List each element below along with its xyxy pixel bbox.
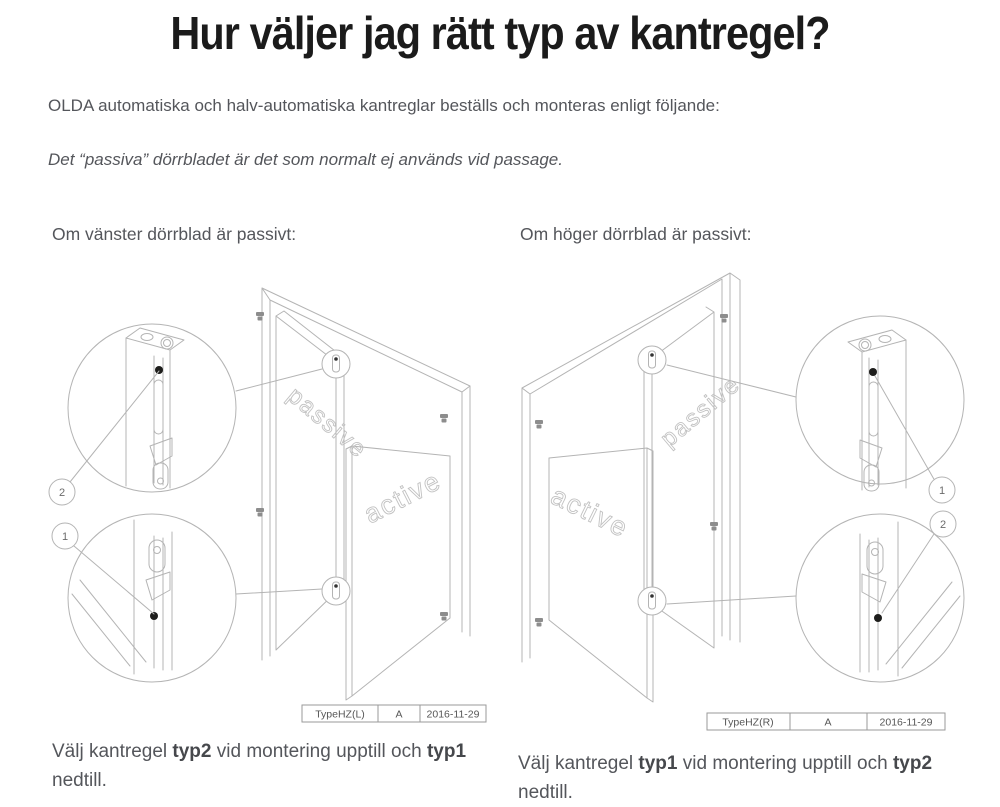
callout-circle-bottom <box>322 577 350 605</box>
callout-balloon-bottom <box>52 523 154 614</box>
drawing-date: 2016-11-29 <box>879 716 933 729</box>
hinge-icon <box>440 612 448 621</box>
left-caption <box>52 738 482 795</box>
intro-paragraph: OLDA automatiska och halv-automatiska kantreglar beställs och monteras enligt följande: <box>48 96 720 115</box>
title-block <box>302 705 486 722</box>
drawing-revision: A <box>395 708 403 721</box>
active-door <box>346 446 450 700</box>
caption-text: nedtill. <box>52 769 107 791</box>
caption-type-bold: typ1 <box>426 741 467 762</box>
detail-circle-top <box>796 316 964 491</box>
caption-type-bold: typ2 <box>172 741 212 762</box>
right-caption <box>518 750 968 807</box>
caption-text: Välj kantregel <box>518 753 639 774</box>
caption-type-bold: typ1 <box>638 753 678 774</box>
drawing-revision: A <box>824 716 832 729</box>
drawing-date: 2016-11-29 <box>426 708 480 721</box>
door-frame <box>262 288 470 660</box>
detail-circle-bottom <box>68 514 236 682</box>
detail-circle-bottom <box>796 514 964 682</box>
hinge-icon <box>535 420 543 429</box>
detail-circle-top <box>68 324 236 492</box>
diagram-left <box>30 250 490 730</box>
svg-text:1: 1 <box>938 485 946 497</box>
title-block <box>707 713 945 730</box>
mount-point-dot <box>874 614 882 622</box>
callout-balloon-top <box>49 371 159 505</box>
hinge-icon <box>535 618 543 627</box>
callout-balloon-bottom <box>882 511 956 613</box>
caption-text: vid montering upptill och <box>211 741 427 762</box>
caption-text: nedtill. <box>518 781 573 803</box>
drawing-number: TypeHZ(R) <box>722 716 774 729</box>
passive-door-label: passive <box>282 381 373 464</box>
drawing-number: TypeHZ(L) <box>315 708 365 721</box>
svg-text:1: 1 <box>61 531 69 543</box>
mount-point-dot <box>150 612 158 620</box>
hinge-icon <box>440 414 448 423</box>
caption-type-bold: typ2 <box>892 753 933 774</box>
active-door-label: active <box>546 480 634 544</box>
caption-text: vid montering upptill och <box>677 753 893 774</box>
callout-circle-bottom <box>638 587 666 615</box>
hinge-icon <box>256 312 264 321</box>
active-door-label: active <box>359 465 447 530</box>
door-frame <box>522 273 740 662</box>
svg-text:2: 2 <box>939 519 947 531</box>
right-column-heading: Om höger dörrblad är passivt: <box>520 224 752 244</box>
caption-text: Välj kantregel <box>52 741 173 762</box>
passive-door-label: passive <box>655 370 746 453</box>
mount-point-dot <box>155 366 163 374</box>
svg-text:2: 2 <box>58 487 66 499</box>
left-column-heading: Om vänster dörrblad är passivt: <box>52 224 297 244</box>
note-paragraph: Det “passiva” dörrbladet är det som normalt ej används vid passage. <box>48 150 563 169</box>
active-door <box>546 448 653 702</box>
hinge-icon <box>720 314 728 323</box>
callout-circle-top <box>638 346 666 374</box>
hinge-icon <box>256 508 264 517</box>
page-title: Hur väljer jag rätt typ av kantregel? <box>170 7 830 59</box>
callout-circle-top <box>322 350 350 378</box>
diagram-right <box>505 252 975 738</box>
mount-point-dot <box>869 368 877 376</box>
